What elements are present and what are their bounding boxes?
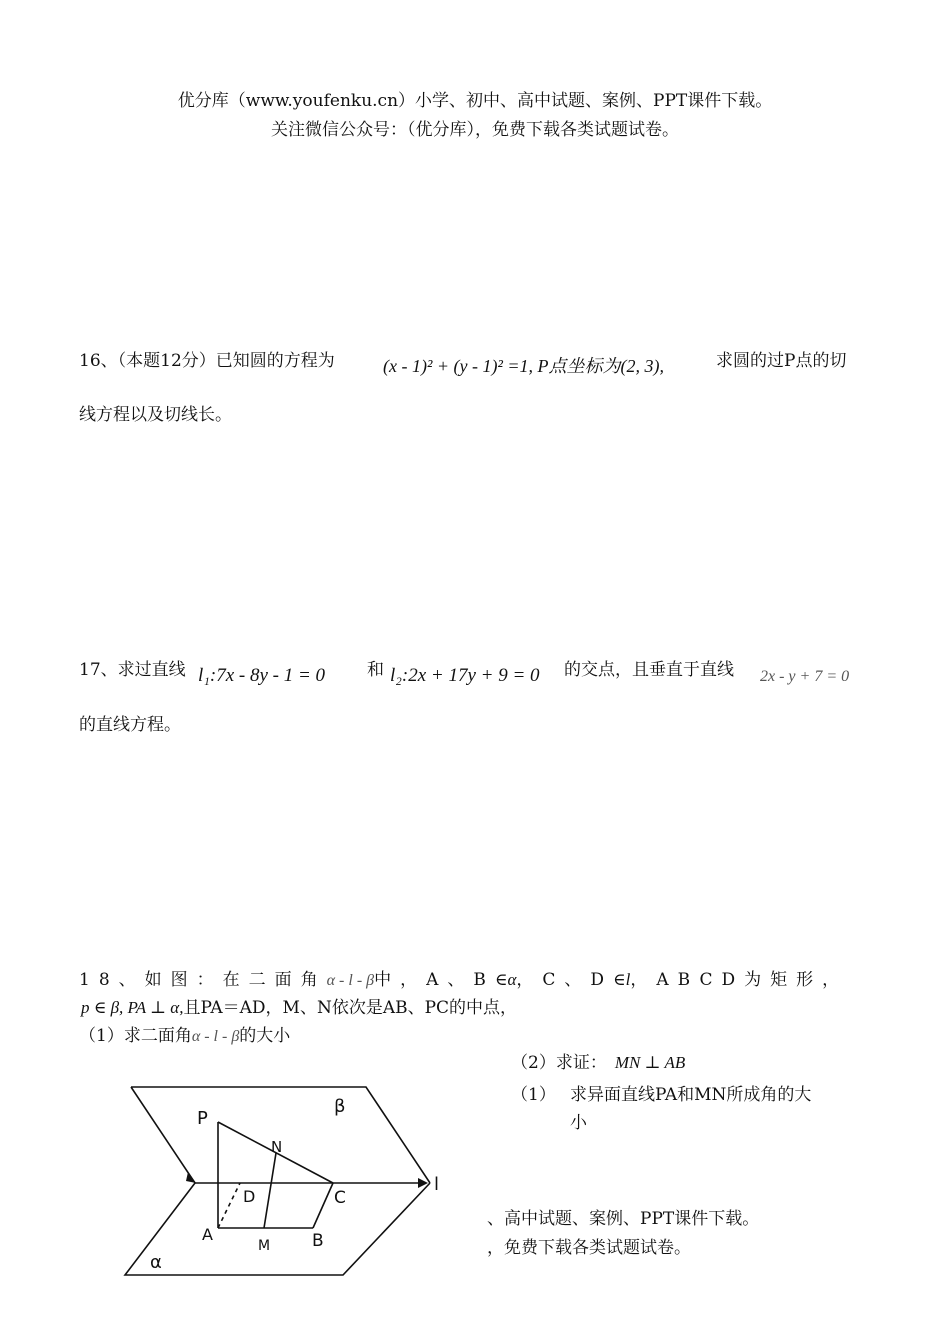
label-beta: β <box>334 1096 346 1117</box>
label-D: D <box>243 1187 256 1206</box>
q18-in-alpha: ∈α <box>494 970 517 989</box>
q18-part-1 <box>79 1021 290 1046</box>
q18-line-2 <box>81 993 517 1018</box>
q17-prefix: 17、求过直线 <box>79 660 186 680</box>
q18-part-1-dihedral: α - l - β <box>191 1028 240 1045</box>
label-alpha: α <box>150 1252 162 1273</box>
label-M: M <box>258 1238 271 1254</box>
label-N: N <box>271 1138 283 1156</box>
q18-line-1c: ，C、D <box>516 970 614 990</box>
footer-line-1: 、高中试题、案例、PPT课件下载。 <box>487 1209 760 1229</box>
plane-alpha-outline <box>125 1183 430 1275</box>
segment-MN <box>264 1153 276 1228</box>
q18-part-2-label: （2）求证： <box>511 1053 607 1073</box>
segment-BC <box>313 1183 333 1228</box>
q18-part-3-label: （1） <box>511 1085 556 1105</box>
q17-line-l2: l₂:2x + 17y + 9 = 0 <box>390 665 540 686</box>
q18-dihedral: α - l - β <box>326 972 375 989</box>
dihedral-angle-figure <box>110 1070 460 1282</box>
q18-line-1 <box>79 965 848 990</box>
q18-part-1-suffix: 的大小 <box>239 1026 291 1046</box>
q17-and: 和 <box>367 660 384 680</box>
q18-part-2 <box>511 1048 685 1073</box>
label-l: l <box>434 1174 440 1195</box>
q17-mid: 的交点，且垂直于直线 <box>564 660 734 680</box>
q17-line-3: 2x - y + 7 = 0 <box>760 668 850 685</box>
q18-line-1b: 中，A、B <box>374 970 495 990</box>
label-B: B <box>312 1231 324 1251</box>
left-arrow <box>186 1172 196 1183</box>
label-C: C <box>334 1188 346 1208</box>
q17-line-l1: l₁:7x - 8y - 1 = 0 <box>198 665 326 686</box>
q18-line-2-math: p ∈ β, PA ⊥ α, <box>81 998 184 1017</box>
q16-prefix: 16、（本题12分）已知圆的方程为 <box>79 351 335 371</box>
q16-formula: (x - 1)² + (y - 1)² =1, P点坐标为(2, 3), <box>383 356 665 376</box>
plane-beta-outline <box>131 1087 430 1183</box>
footer-line-2: ，免费下载各类试题试卷。 <box>487 1238 691 1258</box>
q18-part-2-math: MN ⊥ AB <box>614 1053 686 1072</box>
q16-line-2: 线方程以及切线长。 <box>79 405 232 425</box>
header-line-2: 关注微信公众号：（优分库），免费下载各类试题试卷。 <box>271 120 679 140</box>
q18-in-l: ∈l <box>613 970 631 989</box>
q16-suffix: 求圆的过P点的切 <box>716 351 847 371</box>
q18-part-1-prefix: （1）求二面角 <box>79 1026 192 1046</box>
q18-part-3-text-a: 求异面直线PA和MN所成角的大 <box>570 1085 812 1105</box>
header-line-1: 优分库（www.youfenku.cn）小学、初中、高中试题、案例、PPT课件下载。 <box>177 91 773 111</box>
q18-line-1d: ，ABCD为矩形， <box>630 970 849 990</box>
segment-AD <box>218 1183 240 1228</box>
label-A: A <box>202 1225 213 1244</box>
q18-part-3-text-b: 小 <box>570 1113 587 1133</box>
q18-line-2-text: 且PA＝AD，M、N依次是AB、PC的中点， <box>183 998 518 1018</box>
label-P: P <box>197 1108 208 1129</box>
q17-line-2: 的直线方程。 <box>79 715 181 735</box>
q18-line-1a: 18、如图：在二面角 <box>79 970 327 990</box>
